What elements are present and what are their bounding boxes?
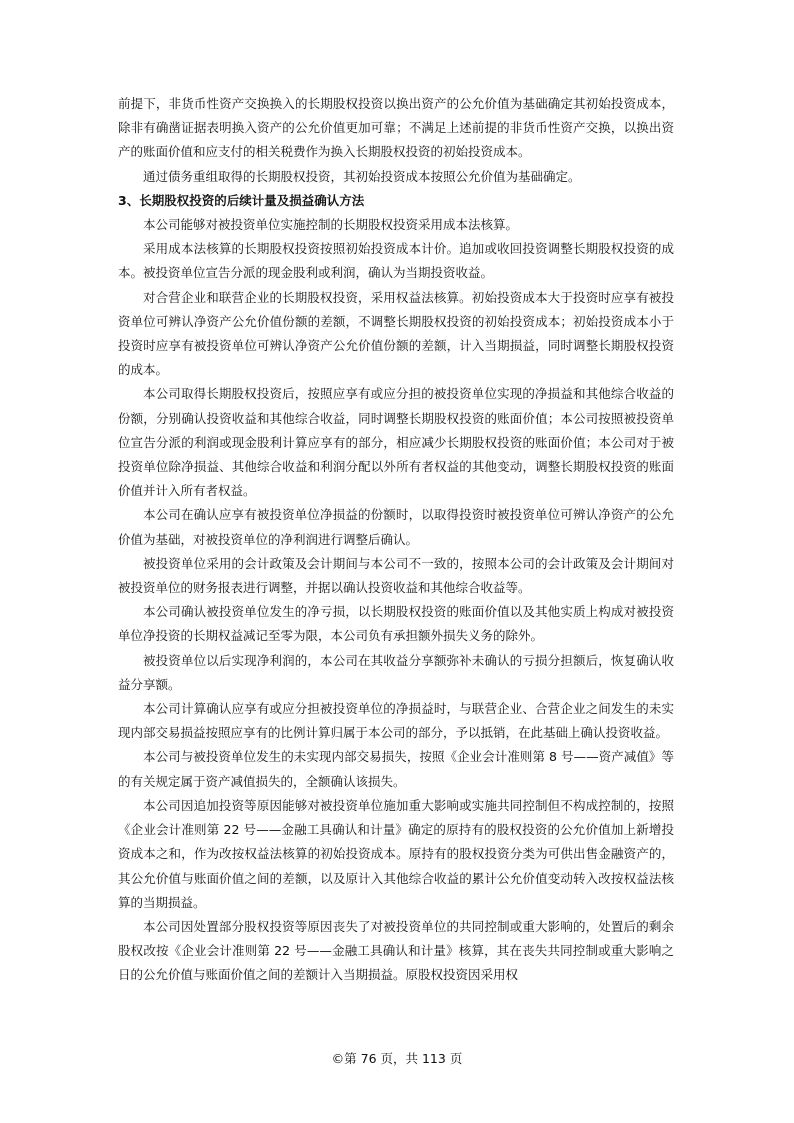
- body-paragraph: 对合营企业和联营企业的长期股权投资，采用权益法核算。初始投资成本大于投资时应享有被投资单位可辨认净资产公允价值份额的差额，不调整长期股权投资的初始投资成本；初始投资成本小于投资时应享有被投资单位可辨认净资产公允价值份额的差额，计入当期损益，同时调整长期股权投资的成本。: [118, 289, 674, 378]
- body-paragraph: 被投资单位以后实现净利润的，本公司在其收益分享额弥补未确认的亏损分担额后，恢复确认收益分享额。: [118, 652, 674, 692]
- body-paragraph: 本公司与被投资单位发生的未实现内部交易损失，按照《企业会计准则第 8 号——资产减值》等的有关规定属于资产减值损失的，全额确认该损失。: [118, 749, 674, 789]
- body-paragraph: 本公司能够对被投资单位实施控制的长期股权投资采用成本法核算。: [143, 217, 519, 233]
- section-heading: 3、长期股权投资的后续计量及损益确认方法: [118, 192, 365, 208]
- body-paragraph: 采用成本法核算的长期股权投资按照初始投资成本计价。追加或收回投资调整长期股权投资的成本。被投资单位宣告分派的现金股利或利润，确认为当期投资收益。: [118, 241, 674, 281]
- body-paragraph: 前提下，非货币性资产交换换入的长期股权投资以换出资产的公允价值为基础确定其初始投资成本，除非有确凿证据表明换入资产的公允价值更加可靠；不满足上述前提的非货币性资产交换，以换出资产的账面价值和应支付的相关税费作为换入长期股权投资的初始投资成本。: [118, 96, 674, 160]
- page-footer: ©第 76 页，共 113 页: [331, 1051, 463, 1066]
- document-body: [118, 92, 674, 988]
- body-paragraph: 本公司取得长期股权投资后，按照应享有或应分担的被投资单位实现的净损益和其他综合收益的份额，分别确认投资收益和其他综合收益，同时调整长期股权投资的账面价值；本公司按照被投资单位宣告分派的利润或现金股利计算应享有的部分，相应减少长期股权投资的账面价值；本公司对于被投资单位除净损益、其他综合收益和利润分配以外所有者权益的其他变动，调整长期股权投资的账面价值并计入所有者权益。: [118, 386, 674, 499]
- body-paragraph: 本公司确认被投资单位发生的净亏损，以长期股权投资的账面价值以及其他实质上构成对被投资单位净投资的长期权益减记至零为限，本公司负有承担额外损失义务的除外。: [118, 604, 674, 644]
- body-paragraph: 本公司在确认应享有被投资单位净损益的份额时，以取得投资时被投资单位可辨认净资产的公允价值为基础，对被投资单位的净利润进行调整后确认。: [118, 507, 674, 547]
- body-paragraph: 被投资单位采用的会计政策及会计期间与本公司不一致的，按照本公司的会计政策及会计期间对被投资单位的财务报表进行调整，并据以确认投资收益和其他综合收益等。: [118, 555, 674, 596]
- body-paragraph: 本公司因追加投资等原因能够对被投资单位施加重大影响或实施共同控制但不构成控制的，按照《企业会计准则第 22 号——金融工具确认和计量》确定的原持有的股权投资的公允价值加上新增投资成本之和，作为改按权益法核算的初始投资成本。原持有的股权投资分类为可供出售金融资产的，其公允价值与账面价值之间的差额，以及原计入其他综合收益的累计公允价值变动转入改按权益法核算的当期损益。: [118, 797, 674, 910]
- body-paragraph: 本公司计算确认应享有或应分担被投资单位的净损益时，与联营企业、合营企业之间发生的未实现内部交易损益按照应享有的比例计算归属于本公司的部分，予以抵销，在此基础上确认投资收益。: [118, 701, 674, 741]
- body-paragraph: 本公司因处置部分股权投资等原因丧失了对被投资单位的共同控制或重大影响的，处置后的剩余股权改按《企业会计准则第 22 号——金融工具确认和计量》核算，其在丧失共同控制或重大影响之日的公允价值与账面价值之间的差额计入当期损益。原股权投资因采用权: [118, 918, 674, 983]
- body-paragraph: 通过债务重组取得的长期股权投资，其初始投资成本按照公允价值为基础确定。: [143, 168, 581, 184]
